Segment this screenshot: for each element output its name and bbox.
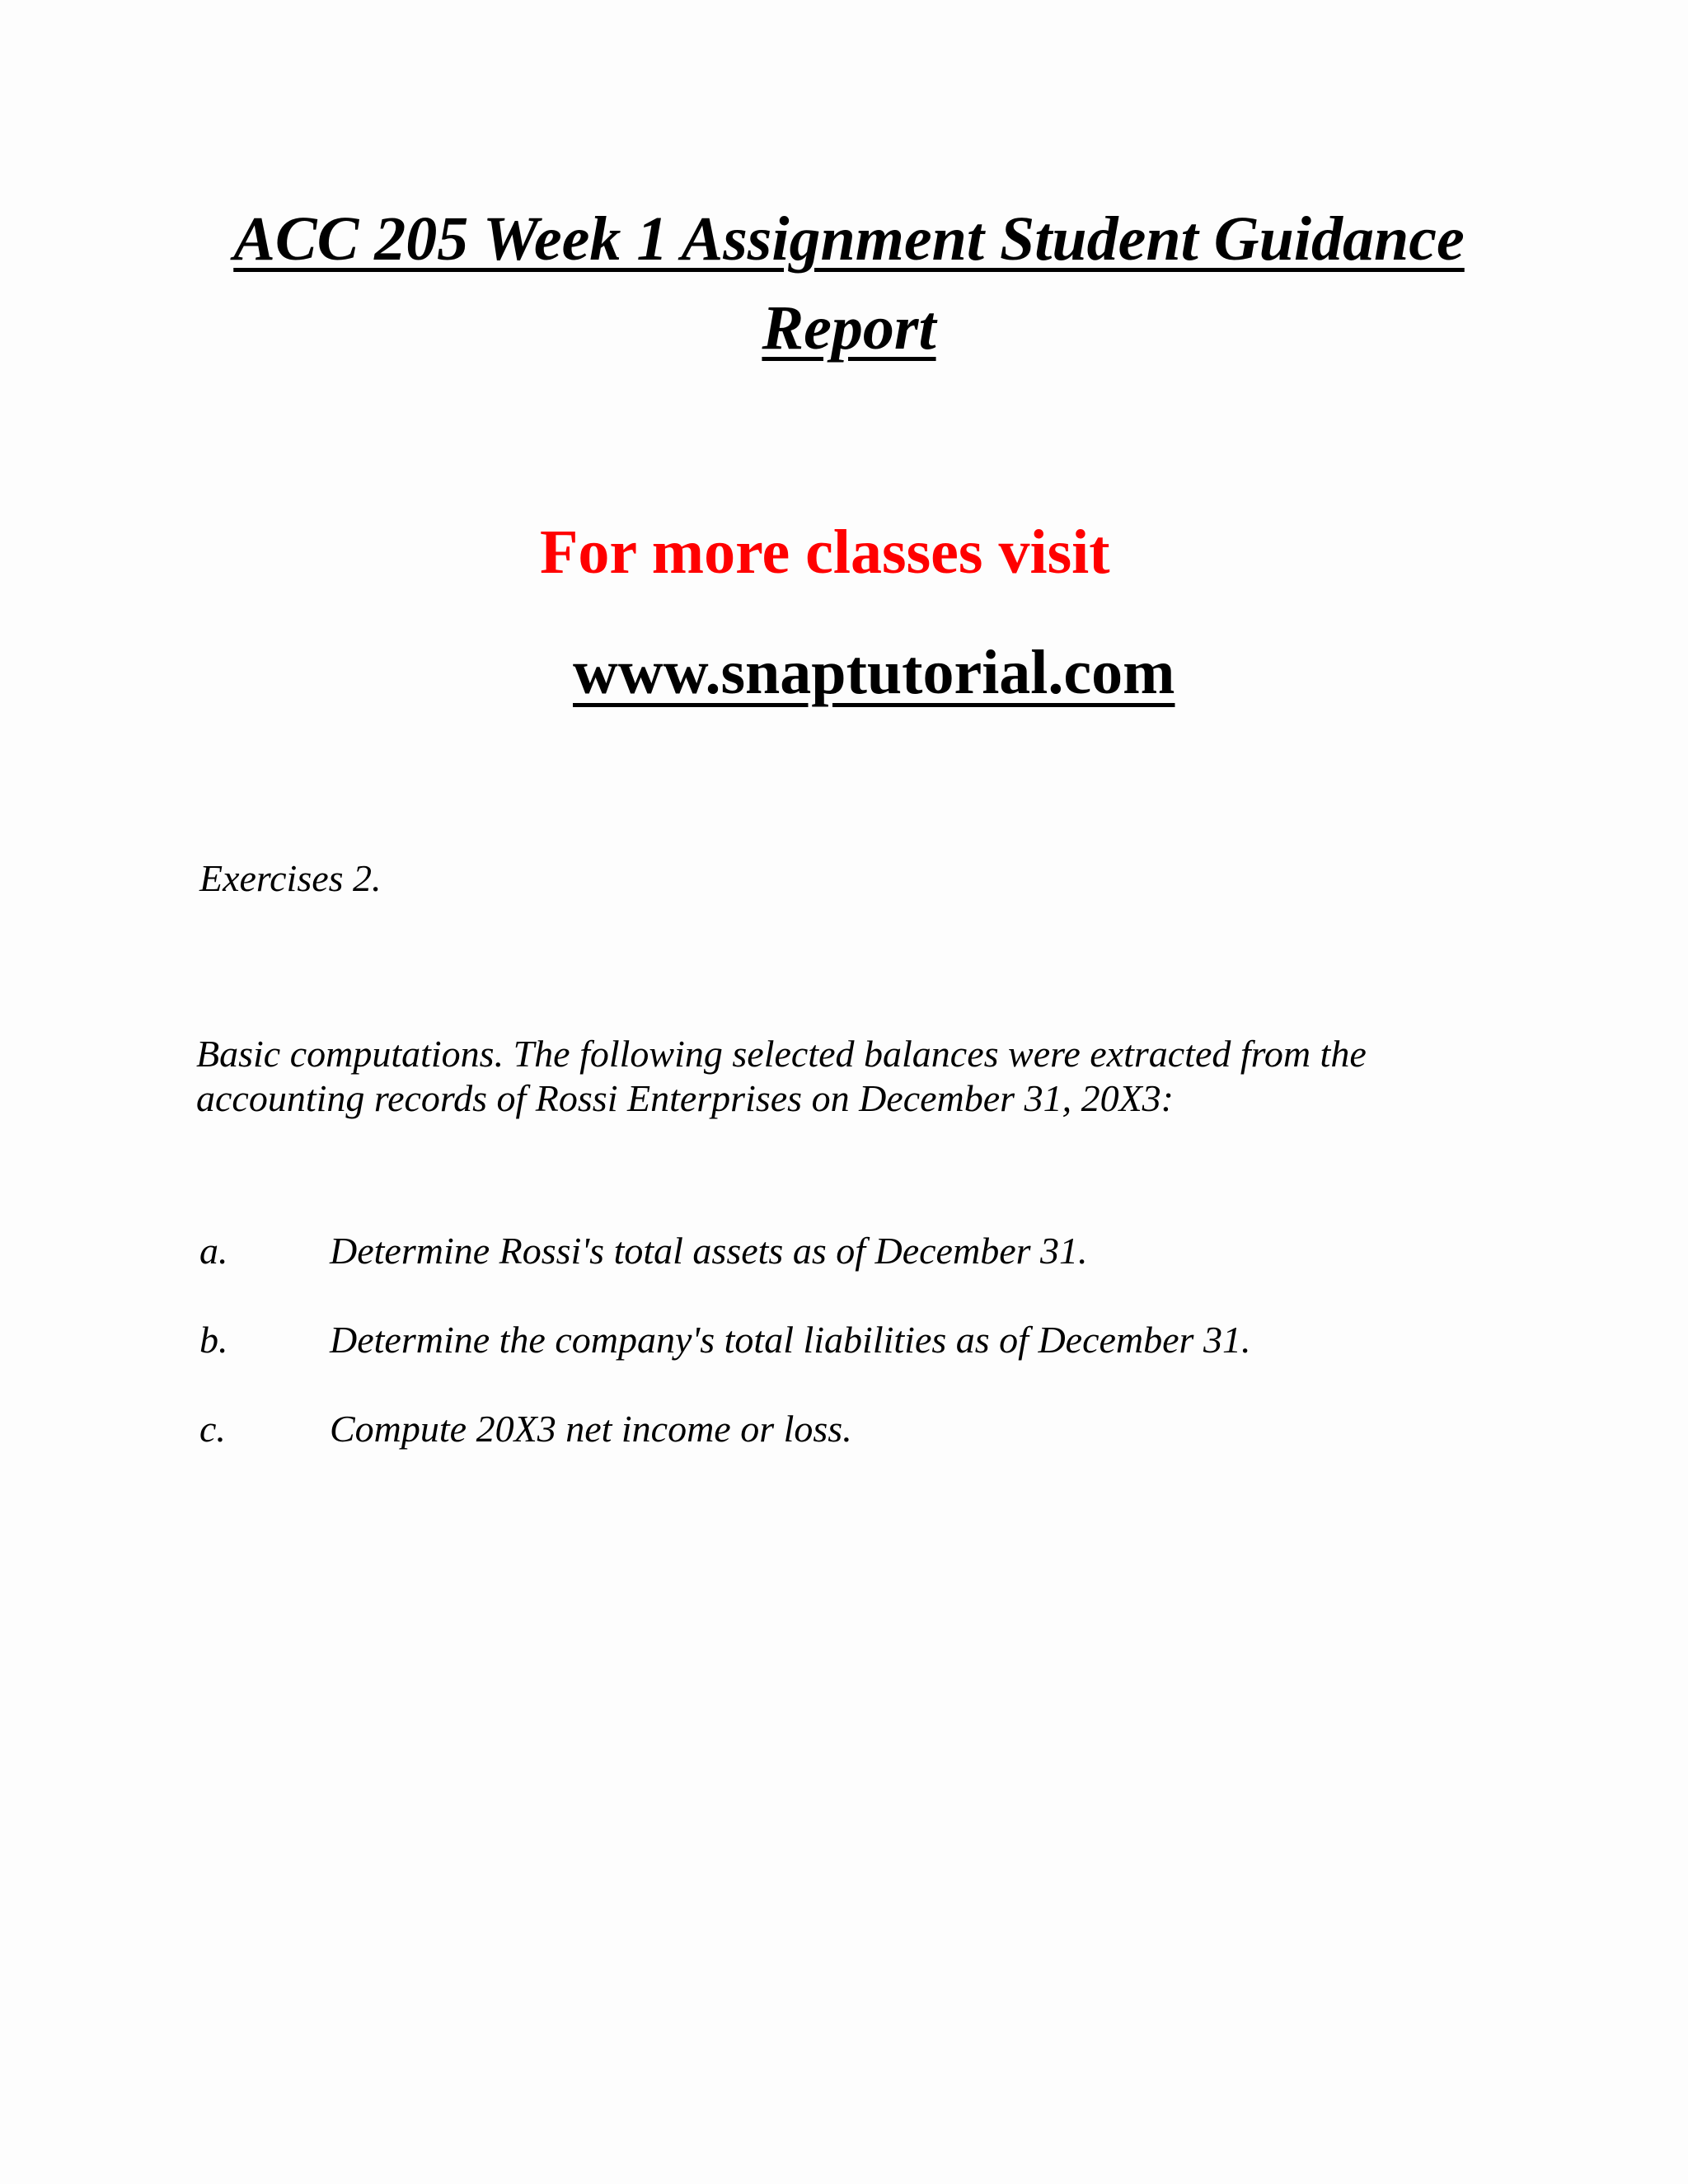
list-item-letter: c. [199, 1408, 226, 1450]
exercise-intro: Basic computations. The following selected balances were extracted from the accounting records of Rossi Enterprises on December 31, 20X3: [196, 1033, 1367, 1119]
list-item [199, 1315, 1250, 1365]
list-item-text: Determine Rossi's total assets as of December 31. [330, 1230, 1088, 1272]
list-item-text: Determine the company's total liabilities as of December 31. [330, 1319, 1251, 1361]
list-item-letter: b. [199, 1319, 228, 1361]
document-title [198, 194, 1500, 373]
website-link[interactable]: www.snaptutorial.com [573, 638, 1175, 707]
list-item [199, 1404, 852, 1454]
document-title-text: ACC 205 Week 1 Assignment Student Guidance Report [233, 204, 1465, 363]
promo-text: For more classes visit [540, 518, 1110, 587]
list-item [199, 1226, 1088, 1276]
exercise-label: Exercises 2. [199, 857, 382, 899]
list-item-text: Compute 20X3 net income or loss. [330, 1408, 852, 1450]
list-item-letter: a. [199, 1230, 228, 1272]
